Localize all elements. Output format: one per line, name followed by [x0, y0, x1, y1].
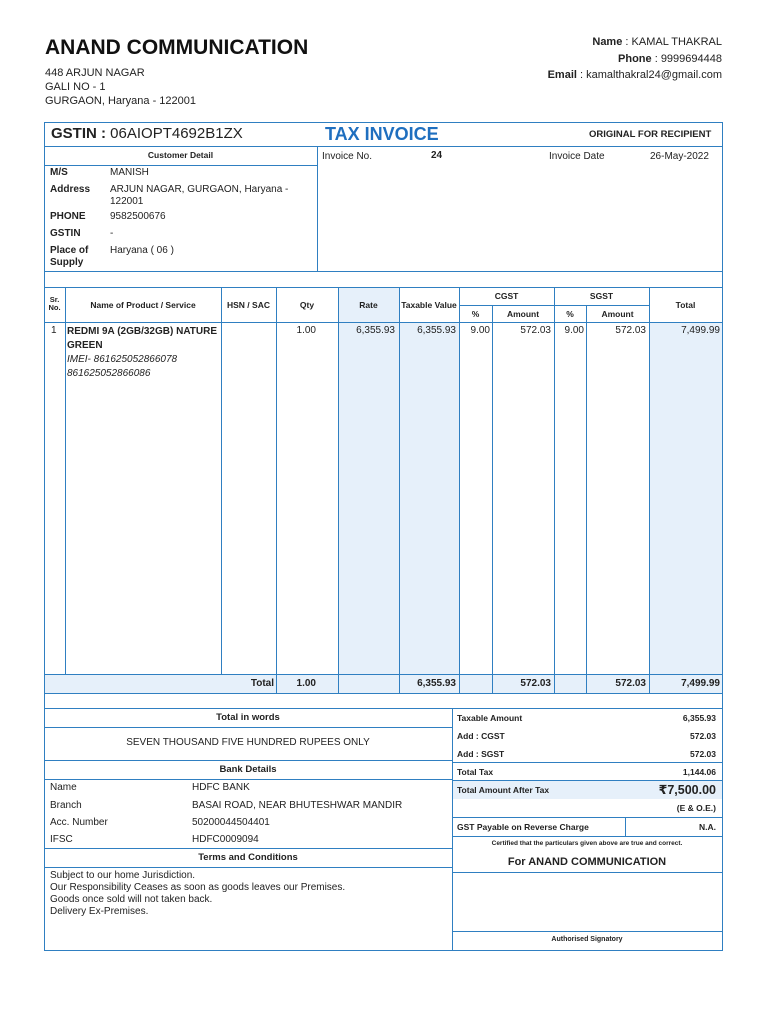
invoice-date: 26-May-2022 — [650, 151, 709, 162]
col-rate: Rate — [359, 300, 378, 310]
item-cgst-amount: 572.03 — [520, 325, 551, 336]
item-name: REDMI 9A (2GB/32GB) NATURE GREEN — [67, 326, 218, 351]
col-sr: Sr. No. — [48, 295, 61, 312]
total-shade — [649, 323, 722, 693]
totals-sgst: 572.03 — [615, 678, 646, 689]
bank-acc-label: Acc. Number — [50, 817, 108, 828]
contact-email: Email : kamalthakral24@gmail.com — [547, 69, 722, 81]
invoice-no-label: Invoice No. — [322, 151, 373, 162]
company-address-line-1: 448 ARJUN NAGAR — [45, 67, 145, 79]
contact-phone: Phone : 9999694448 — [618, 53, 722, 65]
col-cgst-pct: % — [471, 309, 480, 319]
summary-taxable-label: Taxable Amount — [457, 713, 523, 723]
bank-acc: 50200044504401 — [192, 817, 270, 828]
customer-address: ARJUN NAGAR, GURGAON, Haryana - 122001 — [110, 184, 289, 207]
col-sgst: SGST — [589, 291, 614, 301]
summary-after-tax: ₹7,500.00 — [658, 783, 716, 797]
terms-line-1: Subject to our home Jurisdiction. — [50, 870, 196, 881]
item-qty: 1.00 — [296, 325, 316, 336]
taxable-shade — [399, 323, 459, 693]
certified-text: Certified that the particulars given above are true and correct. — [491, 840, 683, 847]
summary-taxable: 6,355.93 — [682, 713, 716, 723]
document-title: TAX INVOICE — [325, 124, 439, 144]
copy-label: ORIGINAL FOR RECIPIENT — [589, 129, 712, 140]
place-of-supply-label: Place of Supply — [50, 245, 89, 268]
col-taxable: Taxable Value — [401, 300, 457, 310]
bank-heading: Bank Details — [219, 764, 277, 775]
col-hsn: HSN / SAC — [227, 300, 270, 310]
customer-name: MANISH — [110, 167, 149, 178]
item-taxable: 6,355.93 — [417, 325, 456, 336]
item-imei: IMEI- 861625052866078 861625052866086 — [67, 354, 178, 379]
item-sgst-amount: 572.03 — [615, 325, 646, 336]
bank-name-label: Name — [50, 782, 77, 793]
company-address-line-3: GURGAON, Haryana - 122001 — [45, 95, 197, 107]
terms-line-4: Delivery Ex-Premises. — [50, 906, 149, 917]
contact-name: Name : KAMAL THAKRAL — [592, 36, 722, 48]
customer-gstin: - — [110, 228, 114, 239]
customer-phone: 9582500676 — [110, 211, 166, 222]
col-sgst-amount: Amount — [601, 309, 634, 319]
reverse-charge: N.A. — [699, 822, 716, 832]
terms-heading: Terms and Conditions — [198, 852, 298, 863]
item-sgst-pct: 9.00 — [564, 325, 584, 336]
address-label: Address — [50, 184, 91, 195]
rate-shade — [338, 287, 399, 693]
item-rate: 6,355.93 — [356, 325, 395, 336]
reverse-charge-label: GST Payable on Reverse Charge — [457, 822, 589, 832]
bank-branch: BASAI ROAD, NEAR BHUTESHWAR MANDIR — [192, 800, 403, 811]
bank-ifsc: HDFC0009094 — [192, 834, 259, 845]
totals-taxable: 6,355.93 — [417, 678, 456, 689]
for-company: For ANAND COMMUNICATION — [507, 856, 667, 868]
col-sgst-pct: % — [566, 309, 574, 319]
item-sr: 1 — [51, 325, 57, 336]
totals-total: 7,499.99 — [681, 678, 720, 689]
col-product: Name of Product / Service — [90, 300, 196, 310]
bank-branch-label: Branch — [50, 800, 82, 811]
col-cgst-amount: Amount — [506, 309, 540, 319]
company-name: ANAND COMMUNICATION — [45, 36, 309, 59]
terms-line-2: Our Responsibility Ceases as soon as goods leaves our Premises. — [50, 882, 346, 893]
col-total: Total — [675, 300, 696, 310]
company-address-line-2: GALI NO - 1 — [45, 81, 106, 93]
totals-qty: 1.00 — [296, 678, 316, 689]
customer-detail-heading: Customer Detail — [147, 150, 214, 160]
col-cgst: CGST — [494, 291, 519, 301]
authorised-signatory: Authorised Signatory — [551, 936, 623, 943]
summary-after-tax-label: Total Amount After Tax — [457, 785, 550, 795]
customer-gstin-label: GSTIN — [50, 228, 81, 239]
bank-ifsc-label: IFSC — [50, 834, 73, 845]
item-total: 7,499.99 — [681, 325, 720, 336]
summary-sgst-label: Add : SGST — [457, 749, 505, 759]
bank-name: HDFC BANK — [192, 782, 250, 793]
summary-eoe: (E & O.E.) — [676, 803, 716, 813]
totals-label: Total — [250, 678, 274, 689]
invoice-date-label: Invoice Date — [549, 151, 605, 162]
invoice-no: 24 — [431, 150, 443, 161]
summary-cgst: 572.03 — [690, 731, 716, 741]
col-qty: Qty — [299, 300, 315, 310]
summary-tax: 1,144.06 — [682, 767, 716, 777]
summary-tax-label: Total Tax — [457, 767, 494, 777]
totals-cgst: 572.03 — [520, 678, 551, 689]
words-heading: Total in words — [216, 712, 280, 723]
phone-label: PHONE — [50, 211, 86, 222]
amount-in-words: SEVEN THOUSAND FIVE HUNDRED RUPEES ONLY — [126, 737, 370, 748]
summary-sgst: 572.03 — [690, 749, 716, 759]
gstin-row: GSTIN : 06AIOPT4692B1ZX — [51, 125, 243, 142]
ms-label: M/S — [50, 167, 68, 178]
terms-line-3: Goods once sold will not taken back. — [50, 894, 213, 905]
item-cgst-pct: 9.00 — [470, 325, 490, 336]
summary-cgst-label: Add : CGST — [457, 731, 505, 741]
place-of-supply: Haryana ( 06 ) — [110, 245, 174, 256]
